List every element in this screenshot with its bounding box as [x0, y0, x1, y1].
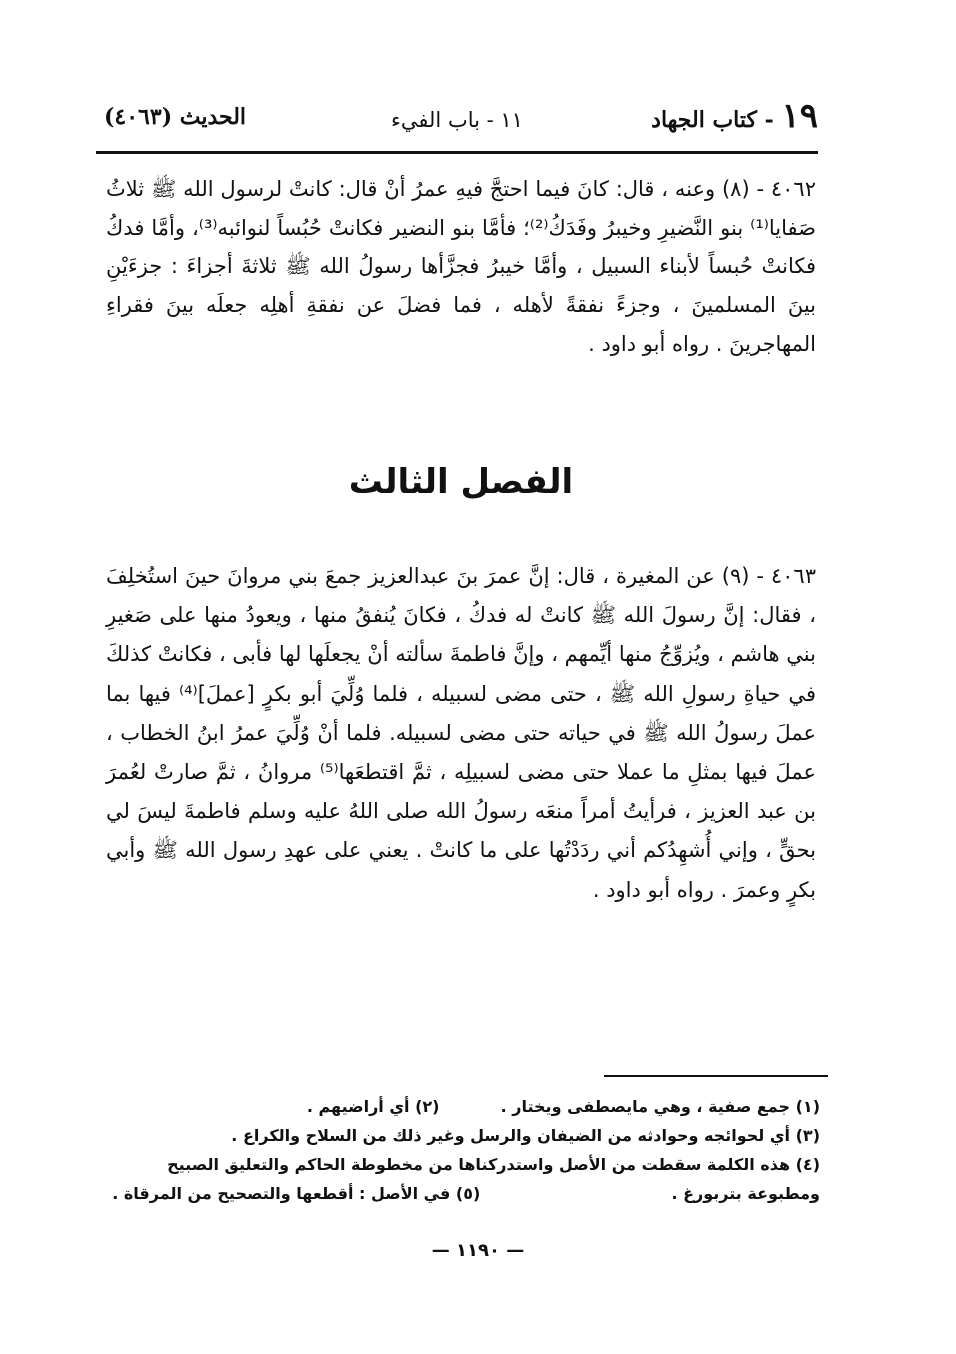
footnote-4: (٤) هذه الكلمة سقطت من الأصل واستدركناها من مخطوطة الحاكم والتعليق الصبيح [167, 1155, 820, 1174]
section-title: الفصل الثالث [348, 462, 574, 502]
page-number: — ١١٩٠ — [431, 1240, 525, 1261]
footnote-line [100, 1179, 820, 1208]
footnote-3: (٣) أي لحوائجه وحوادثه من الضيفان والرسل وغير ذلك من السلاح والكراع . [231, 1126, 820, 1145]
footnote-2: (٢) أي أراضيهم . [306, 1097, 440, 1116]
footnote-line [100, 1092, 820, 1121]
header-divider [96, 151, 818, 154]
header-hadith-range: الحديث (٤٠٦٣) [104, 104, 247, 130]
header-book-label: - كتاب الجهاد [651, 107, 774, 133]
hadith-4063-text: ٤٠٦٣ - (٩) عن المغيرة ، قال: إنَّ عمرَ بنَ عبدالعزيز جمعَ بني مروانَ حينَ استُخلِفَ ، فقال: إنَّ رسولَ الله ﷺ كانتْ له فدكُ ، فكانَ يُنفقُ منها ، ويعودُ منها على صَغيرِ بني هاشم ، ويُزوِّجُ منها أيِّمهم ، وإنَّ فاطمةَ سألته أنْ يجعلَها لها فأبى ، فكانتْ كذلكَ في حياةِ رسولِ الله ﷺ ، حتى مضى لسبيله ، فلما وُلِّيَ أبو بكرٍ [عملَ]⁽⁴⁾ فيها بما عملَ رسولُ الله ﷺ في حياته حتى مضى لسبيله. فلما أنْ وُلِّيَ عمرُ ابنُ الخطاب ، عملَ فيها بمثلِ ما عملا حتى مضى لسبيلِه ، ثمَّ اقتطعَها⁽⁵⁾ مروانُ ، ثمَّ صارتْ لعُمرَ بن عبد العزيز ، فرأيتُ أمراً منعَه رسولُ الله صلى اللهُ عليه وسلم فاطمةَ ليسَ لي بحقٍّ ، وإني أُشهِدُكم أني ردَدْتُها على ما كانتْ . يعني على عهدِ رسول الله ﷺ وأبي بكرٍ وعمرَ . رواه أبو داود . [106, 564, 816, 902]
hadith-4062-text: ٤٠٦٢ - (٨) وعنه ، قال: كانَ فيما احتجَّ فيهِ عمرُ أنْ قال: كانتْ لرسول الله ﷺ ثلاثُ صَفايا⁽¹⁾ بنو النَّضيرِ وخيبرُ وفَدَكُ⁽²⁾؛ فأمَّا بنو النضير فكانتْ حُبُساً لنوائبه⁽³⁾، وأمَّا فدكُ فكانتْ حُبساً لأبناء السبيل ، وأمَّا خيبرُ فجزَّأها رسولُ الله ﷺ ثلاثةَ أجزاءَ : جزءَيْنِ بينَ المسلمينَ ، وجزءً نفقةً لأهله ، فما فضلَ عن نفقةِ أهلِه جعلَه بينَ فقراءِ المهاجرينَ . رواه أبو داود . [106, 177, 817, 356]
footnote-1: (١) جمع صفية ، وهي مايصطفى ويختار . [500, 1097, 820, 1116]
footnote-5: (٥) في الأصل : أقطعها والتصحيح من المرقاة . [112, 1184, 481, 1203]
footnotes [100, 1092, 820, 1208]
header-page-ornament: ١٩ [781, 96, 818, 136]
footnote-4-continued: ومطبوعة بتربورغ . [671, 1184, 820, 1203]
page-header [96, 96, 818, 146]
header-chapter-title: ١١ - باب الفيء [391, 108, 523, 132]
footnote-divider [604, 1075, 828, 1077]
